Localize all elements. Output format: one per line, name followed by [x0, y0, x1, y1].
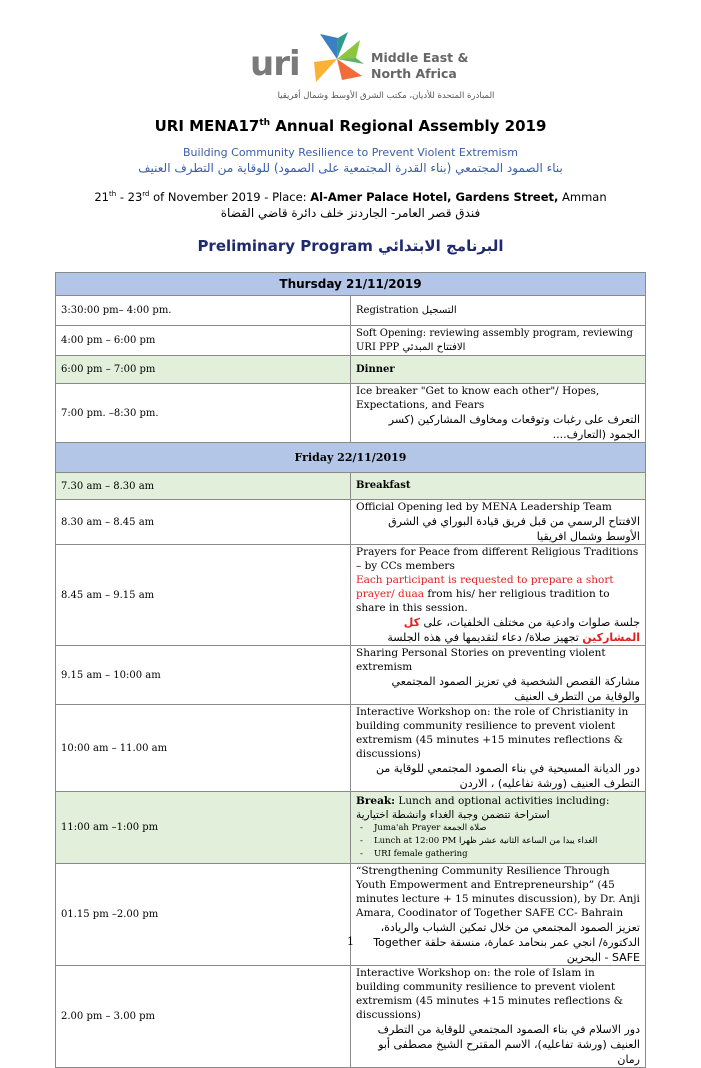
date-place-line: 21th - 23rd of November 2019 - Place: Al-Amer Palace Hotel, Gardens Street, Amman: [94, 190, 607, 204]
row-activity: “Strengthening Community Resilience Through Youth Empowerment and Entrepreneurship” (45 minutes lecture + 15 minutes discussion), by Dr. Anji Amara, Coodinator of Together SAFE CC- Bahrain تعزيز الصمود المجتمعي من خلال تمكين الشباب والريادة، الدكتورة/ انجي عمر بنحامد عمارة، منسقة حلقة Together SAFE - البحرين: [351, 864, 646, 966]
row-activity: Dinner: [351, 356, 646, 384]
subtitle-arabic: بناء الصمود المجتمعي (بناء القدرة المجتمعية على الصمود) للوقاية من التطرف العنيف: [138, 161, 563, 175]
row-activity: Interactive Workshop on: the role of Christianity in building community resilience to prevent violent extremism (45 minutes +15 minutes reflections & discussions) دور الديانة المسيحية في بناء الصمود المجتمعي للوقاية من التطرف العنيف (ورشة تفاعليه) ، الاردن: [351, 705, 646, 792]
schedule-row: [56, 864, 646, 966]
row-time: 6:00 pm – 7:00 pm: [56, 356, 351, 384]
row-activity: Official Opening led by MENA Leadership Team الافتتاح الرسمي من قبل فريق قيادة البوراي في الشرق الأوسط وشمال افريقيا: [351, 500, 646, 545]
row-activity: Soft Opening: reviewing assembly program, reviewing URI PPP الافتتاح المبدئي: [351, 326, 646, 356]
schedule-table: [55, 272, 646, 1068]
row-time: 3:30:00 pm– 4:00 pm.: [56, 296, 351, 326]
page-number: 1: [347, 935, 354, 948]
day-header-friday: Friday 22/11/2019: [56, 443, 646, 473]
schedule-row: [56, 326, 646, 356]
row-activity: Breakfast: [351, 473, 646, 500]
row-time: 7:00 pm. –8:30 pm.: [56, 384, 351, 443]
schedule-row: [56, 296, 646, 326]
row-time: 01.15 pm –2.00 pm: [56, 864, 351, 966]
row-time: 2.00 pm – 3.00 pm: [56, 966, 351, 1068]
row-time: 7.30 am – 8.30 am: [56, 473, 351, 500]
row-activity: Prayers for Peace from different Religious Traditions – by CCs members Each participant is requested to prepare a short prayer/ duaa from his/ her religious tradition to share in this session. جلسة صلوات وادعية من مختلف الخلفيات، على كل المشاركين تجهيز صلاة/ دعاء لتقديمها في هذه الجلسة: [351, 545, 646, 646]
schedule-row: [56, 705, 646, 792]
schedule-row: [56, 473, 646, 500]
day-header-thursday: Thursday 21/11/2019: [56, 273, 646, 296]
schedule-row: [56, 500, 646, 545]
logo-wordmark: uri: [250, 44, 300, 84]
row-time: 11:00 am –1:00 pm: [56, 792, 351, 864]
row-activity: Interactive Workshop on: the role of Islam in building community resilience to prevent violent extremism (45 minutes +15 minutes reflections & discussions) دور الاسلام في بناء الصمود المجتمعي للوقاية من التطرف العنيف (ورشة تفاعليه)، الاسم المقترح الشيخ مصطفى أبو رمان: [351, 966, 646, 1068]
row-activity: Break: Lunch and optional activities including: استراحة تتضمن وجبة الغداء وانشطة اختيارية - Juma'ah Prayer صلاة الجمعة - Lunch at 12:00 PM الغداء يبدا من الساعة الثانية عشر ظهرا - URI female gathering: [351, 792, 646, 864]
row-time: 4:00 pm – 6:00 pm: [56, 326, 351, 356]
page-title: URI MENA17th Annual Regional Assembly 2019: [154, 117, 547, 135]
list-item: - URI female gathering: [374, 848, 640, 861]
schedule-row: [56, 384, 646, 443]
row-activity: Ice breaker "Get to know each other"/ Hopes, Expectations, and Fears التعرف على رغبات وتوقعات ومخاوف المشاركين (كسر الجمود (التعارف....: [351, 384, 646, 443]
pinwheel-logo-icon: [308, 30, 366, 88]
program-title: Preliminary Program البرنامج الابتدائي: [197, 237, 504, 255]
row-time: 8.30 am – 8.45 am: [56, 500, 351, 545]
list-item: - Juma'ah Prayer صلاة الجمعة: [374, 822, 640, 835]
schedule-row: [56, 545, 646, 646]
row-activity: Registration التسجيل: [351, 296, 646, 326]
list-item: - Lunch at 12:00 PM الغداء يبدا من الساعة الثانية عشر ظهرا: [374, 835, 640, 848]
row-time: 9.15 am – 10:00 am: [56, 646, 351, 705]
schedule-row: [56, 792, 646, 864]
row-time: 8.45 am – 9.15 am: [56, 545, 351, 646]
subtitle-english: Building Community Resilience to Prevent Violent Extremism: [183, 146, 518, 159]
logo-region: Middle East & North Africa: [371, 50, 469, 81]
venue-arabic: فندق قصر العامر- الجاردنز خلف دائرة قاضي القضاة: [220, 206, 481, 220]
uri-logo: [250, 30, 495, 110]
row-activity: Sharing Personal Stories on preventing violent extremism مشاركة القصص الشخصية في تعزيز الصمود المجتمعي والوقاية من التطرف العنيف: [351, 646, 646, 705]
schedule-row: [56, 966, 646, 1068]
schedule-row: [56, 356, 646, 384]
schedule-row: [56, 646, 646, 705]
row-time: 10:00 am – 11.00 am: [56, 705, 351, 792]
logo-arabic-tagline: المبادرة المتحدة للأديان، مكتب الشرق الأوسط وشمال أفريقيا: [277, 91, 495, 101]
